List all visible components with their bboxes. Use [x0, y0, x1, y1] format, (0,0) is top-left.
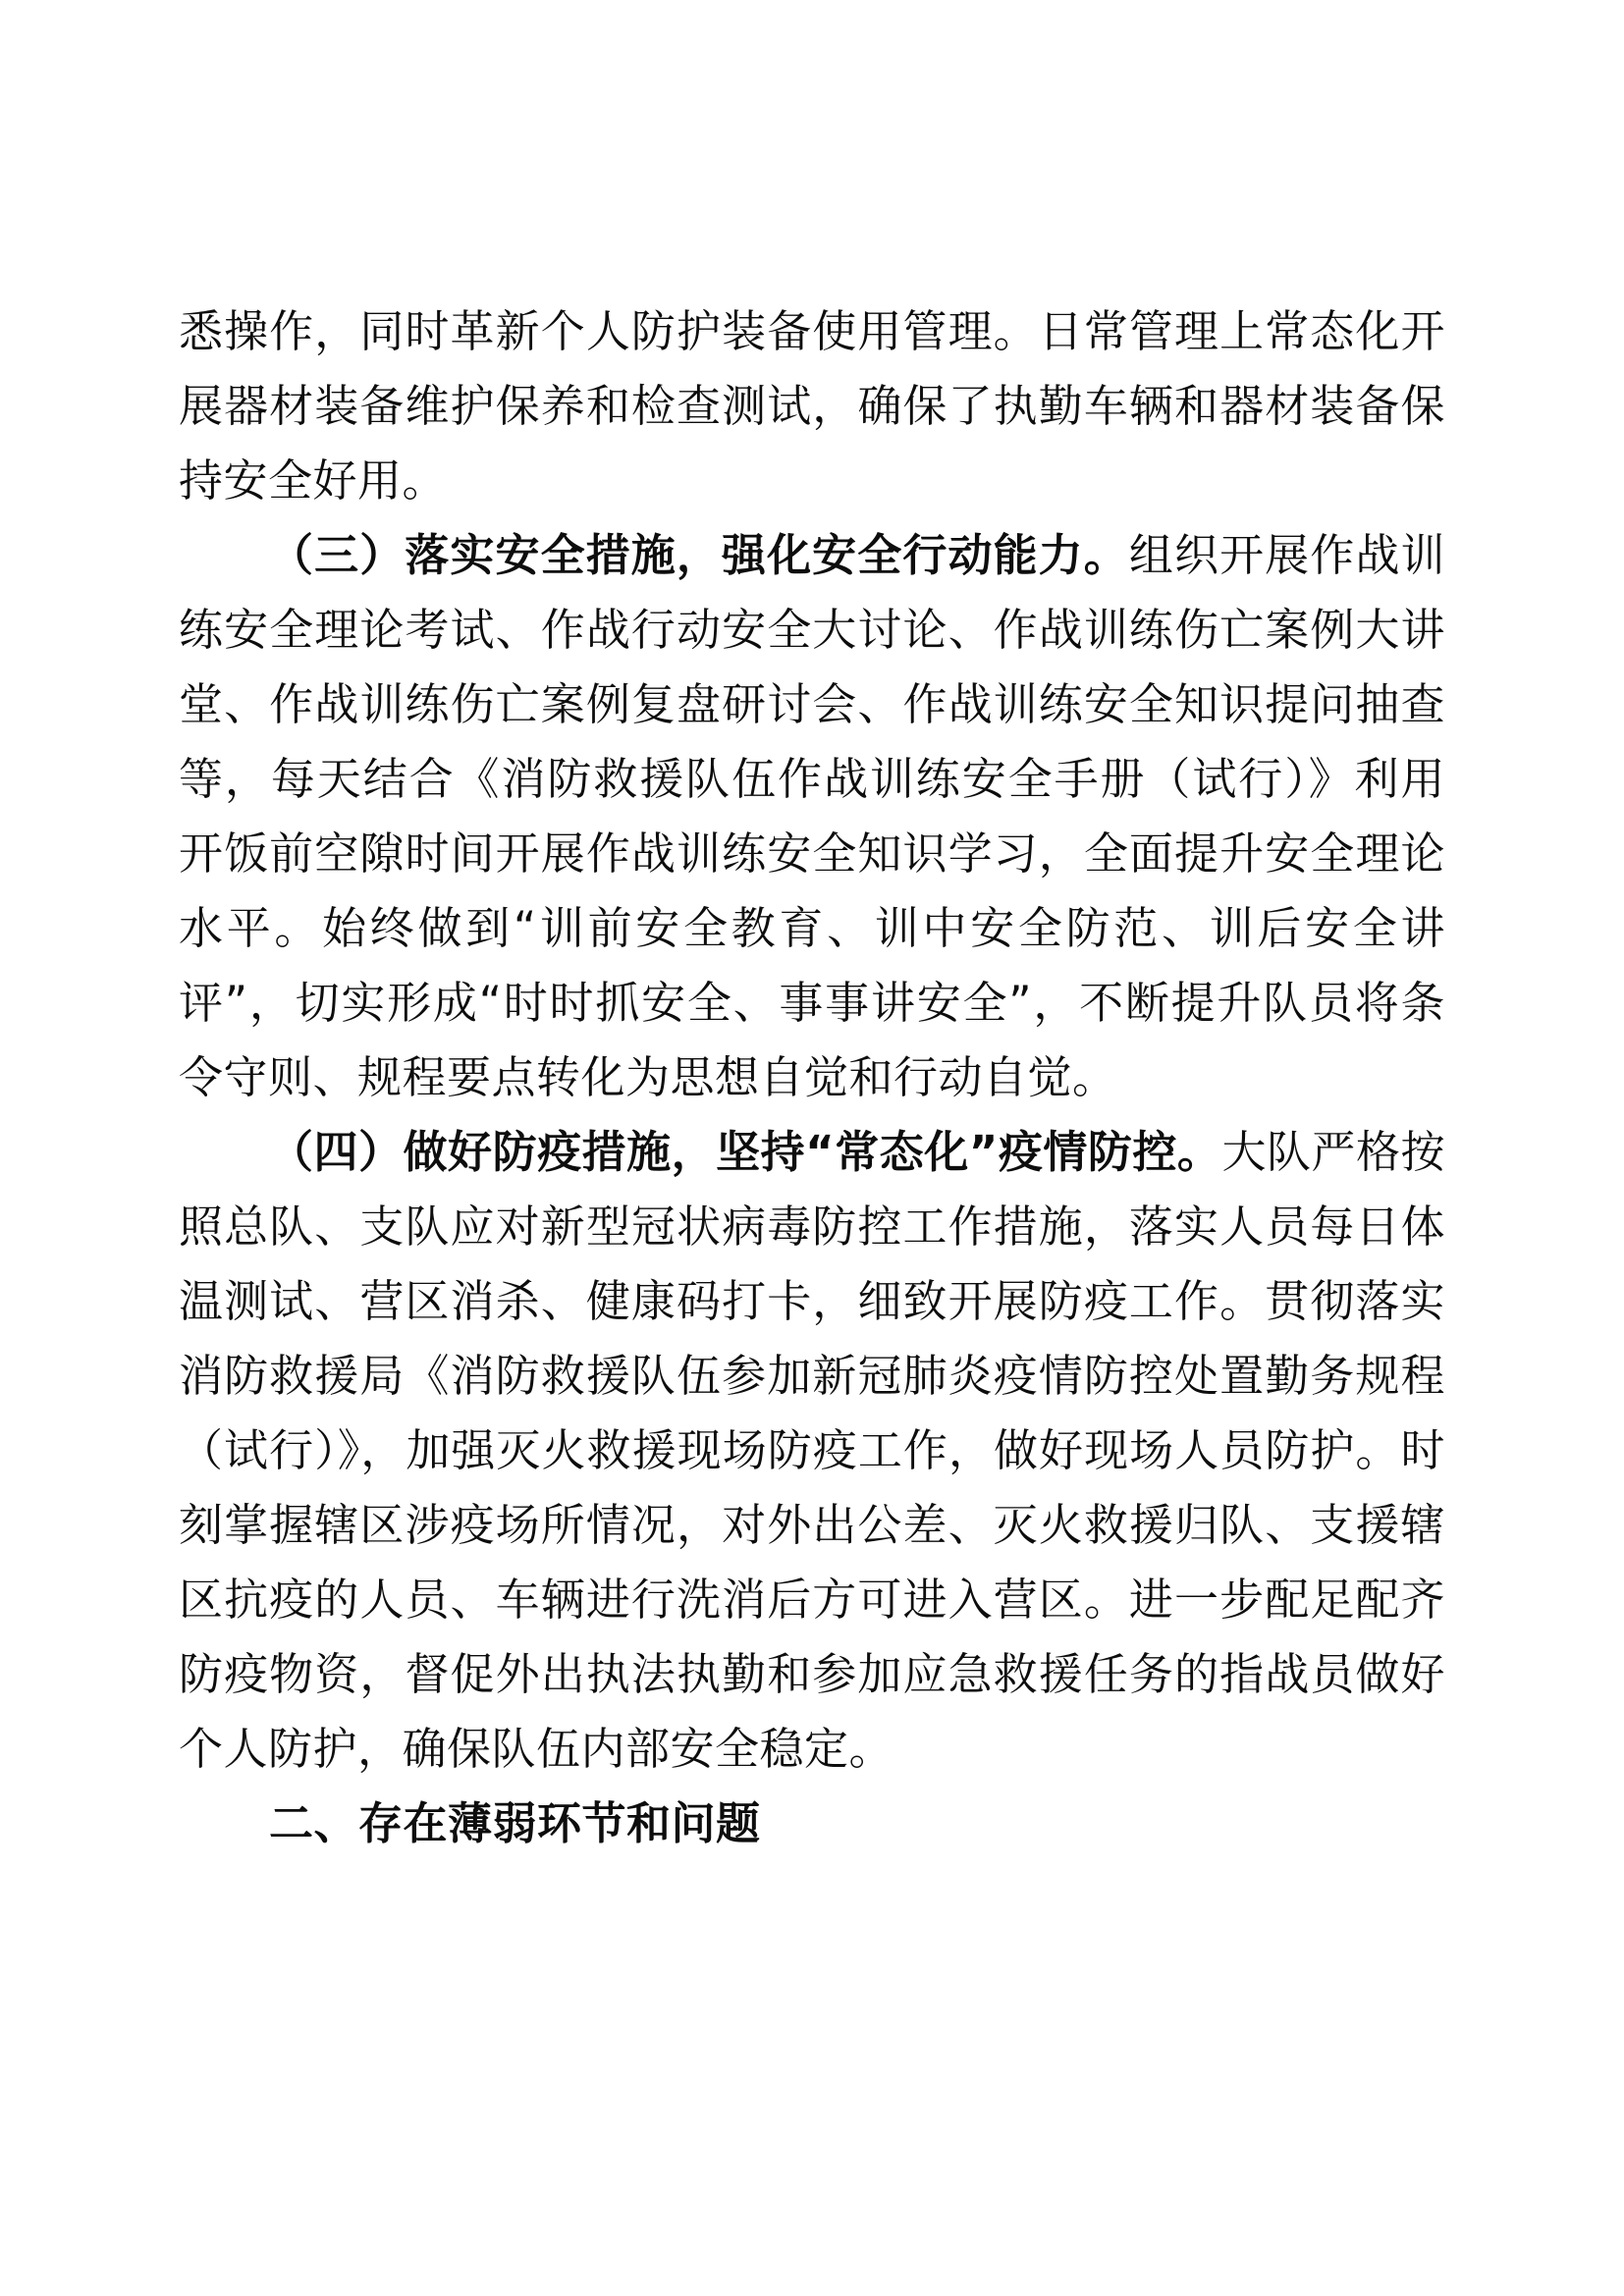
section-three-heading: （三）落实安全措施，强化安全行动能力。 [269, 529, 1129, 581]
paragraph-heading-two [179, 1787, 1445, 1861]
section-three-body: 组织开展作战训练安全理论考试、作战行动安全大讨论、作战训练伤亡案例大讲堂、作战训练伤亡案例复盘研讨会、作战训练安全知识提问抽查等，每天结合《消防救援队伍作战训练安全手册（试行）》利用开饭前空隙时间开展作战训练安全知识学习，全面提升安全理论水平。始终做到“训前安全教育、训中安全防范、训后安全讲评”，切实形成“时时抓安全、事事讲安全”，不断提升队员将条令守则、规程要点转化为思想自觉和行动自觉。 [179, 529, 1445, 1103]
document-body [179, 294, 1445, 1861]
paragraph-section-three [179, 518, 1445, 1115]
section-four-heading: （四）做好防疫措施，坚持“常态化”疫情防控。 [269, 1126, 1222, 1178]
paragraph-section-four [179, 1115, 1445, 1787]
paragraph-continuation [179, 294, 1445, 518]
heading-two-text: 二、存在薄弱环节和问题 [269, 1797, 761, 1849]
text-run: 悉操作，同时革新个人防护装备使用管理。日常管理上常态化开展器材装备维护保养和检查测试，确保了执勤车辆和器材装备保持安全好用。 [179, 305, 1445, 507]
section-four-body: 大队严格按照总队、支队应对新型冠状病毒防控工作措施，落实人员每日体温测试、营区消杀、健康码打卡，细致开展防疫工作。贯彻落实消防救援局《消防救援队伍参加新冠肺炎疫情防控处置勤务规程（试行）》，加强灭火救援现场防疫工作，做好现场人员防护。时刻掌握辖区涉疫场所情况，对外出公差、灭火救援归队、支援辖区抗疫的人员、车辆进行洗消后方可进入营区。进一步配足配齐防疫物资，督促外出执法执勤和参加应急救援任务的指战员做好个人防护，确保队伍内部安全稳定。 [179, 1126, 1445, 1775]
